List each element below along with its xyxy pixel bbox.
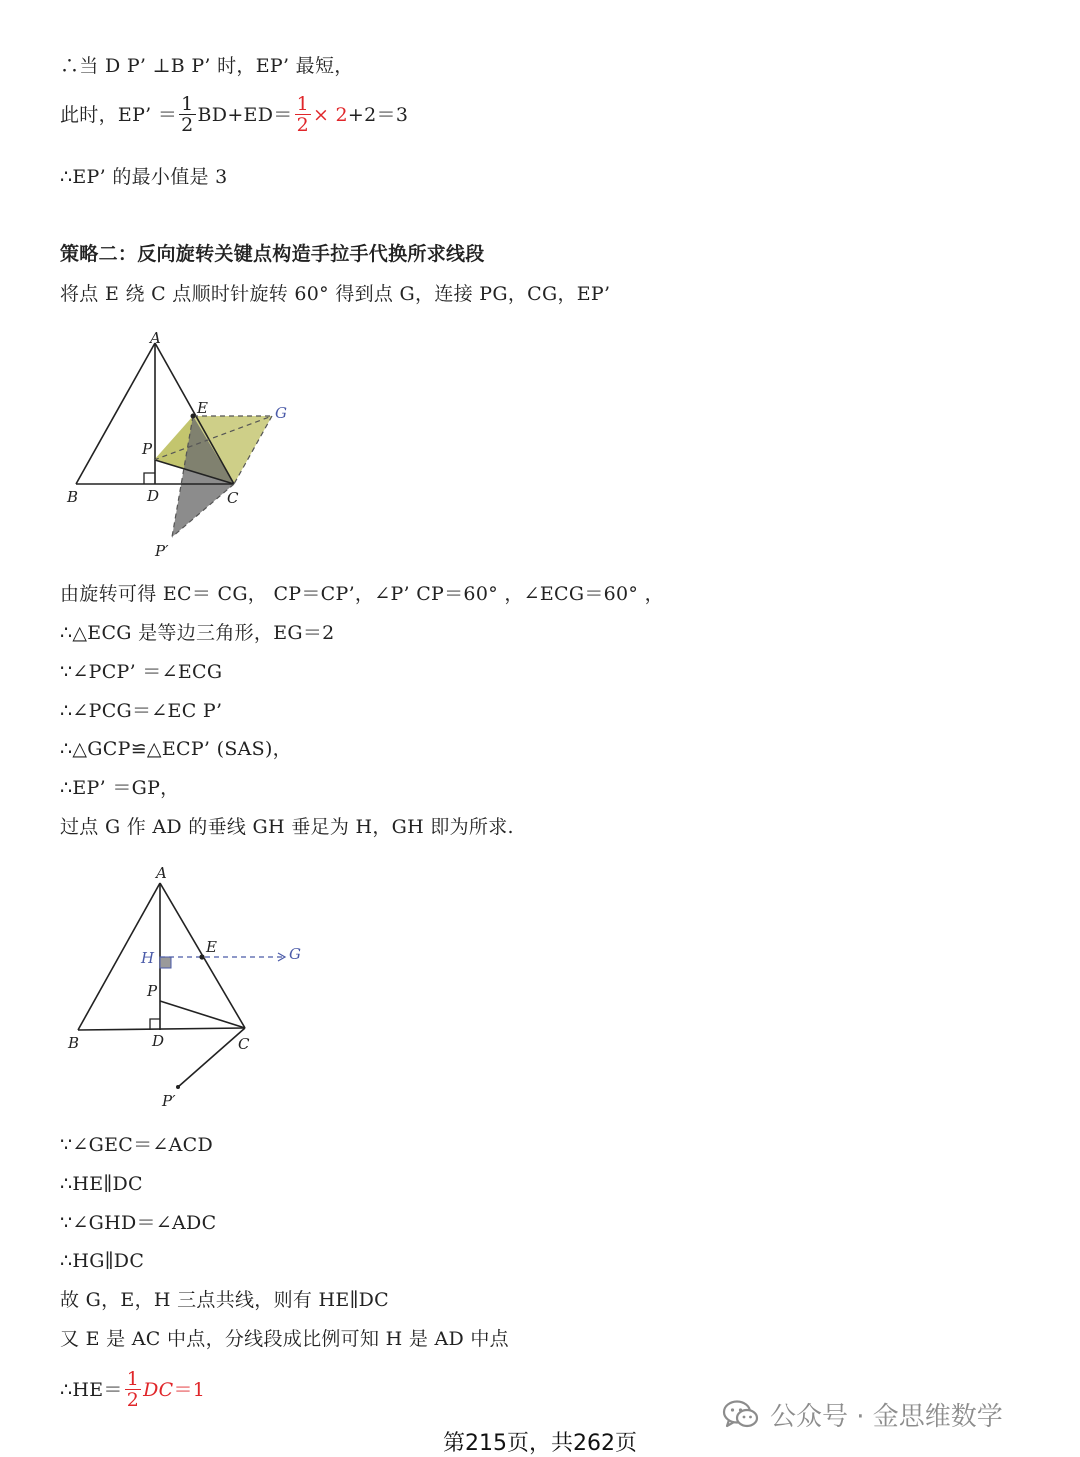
point-e [199, 954, 204, 959]
label-g: G [289, 945, 301, 963]
point-e [191, 414, 196, 419]
label-c: C [227, 489, 239, 507]
label-p: P [142, 440, 153, 458]
formula-text: +2＝3 [347, 103, 409, 126]
label-e: E [197, 399, 208, 417]
right-angle-mark-h [160, 957, 171, 968]
text-line: ∴HE∥DC [60, 1173, 143, 1195]
label-p-prime: P′ [162, 1092, 176, 1110]
formula-line [60, 94, 408, 135]
geometry-figure-1 [60, 328, 320, 563]
formula-line [60, 1369, 205, 1410]
fraction-red [295, 94, 311, 135]
formula-red-text: ＝1 [173, 1378, 206, 1401]
fraction-red [125, 1369, 141, 1410]
formula-text: BD+ED＝ [197, 103, 293, 126]
text-line: ∵∠GHD＝∠ADC [60, 1212, 217, 1234]
fraction [179, 94, 195, 135]
text-line: 故 G，E，H 三点共线，则有 HE∥DC [60, 1289, 390, 1311]
label-e: E [206, 938, 217, 956]
fraction-denominator: 2 [181, 114, 194, 136]
text-line: ∴EP’ 的最小值是 3 [60, 166, 228, 188]
segment-ab [76, 343, 155, 484]
text-line: ∵∠GEC＝∠ACD [60, 1134, 214, 1156]
label-b: B [67, 488, 79, 506]
label-a: A [150, 329, 161, 347]
label-d: D [147, 487, 160, 505]
right-angle-mark [144, 473, 155, 484]
text-line: 又 E 是 AC 中点，分线段成比例可知 H 是 AD 中点 [60, 1328, 509, 1350]
text-line: ∵∠PCP’ ＝∠ECG [60, 661, 223, 683]
fraction-denominator: 2 [296, 114, 309, 136]
label-d: D [152, 1032, 165, 1050]
fraction-numerator: 1 [296, 93, 309, 115]
text-line: ∴△GCP≌△ECP’ (SAS)， [60, 738, 292, 760]
label-h: H [141, 949, 155, 967]
geometry-figure-2 [60, 862, 320, 1114]
text-line: 将点 E 绕 C 点顺时针旋转 60° 得到点 G，连接 PG，CG，EP’ [60, 283, 611, 305]
formula-text: 此时，EP’ ＝ [60, 103, 178, 126]
text-line: 由旋转可得 EC＝ CG， CP＝CP’，∠P’ CP＝60° ，∠ECG＝60° ， [60, 583, 664, 605]
text-line: ∴∠PCG＝∠EC P’ [60, 700, 223, 722]
text-line: ∴当 D P’ ⊥B P’ 时，EP’ 最短， [60, 55, 354, 77]
watermark-text: 公众号 · 金思维数学 [770, 1402, 1003, 1432]
page-footer: 第215页，共262页 [443, 1431, 637, 1456]
formula-text: ∴HE＝ [60, 1378, 123, 1401]
label-b: B [68, 1034, 80, 1052]
text-line: 过点 G 作 AD 的垂线 GH 垂足为 H，GH 即为所求. [60, 816, 514, 838]
section-heading: 策略二：反向旋转关键点构造手拉手代换所求线段 [60, 243, 485, 265]
point-p-prime [176, 1085, 180, 1089]
label-c: C [238, 1035, 250, 1053]
segment-bc [78, 1028, 245, 1030]
text-line: ∴HG∥DC [60, 1250, 145, 1272]
fraction-numerator: 1 [126, 1368, 140, 1390]
label-p-prime: P′ [155, 542, 169, 560]
label-g: G [275, 404, 287, 422]
fraction-denominator: 2 [126, 1389, 140, 1411]
formula-red-text: × 2 [312, 103, 348, 126]
label-p: P [147, 982, 158, 1000]
label-a: A [156, 864, 167, 882]
text-line: ∴△ECG 是等边三角形，EG＝2 [60, 622, 335, 644]
segment-cp-prime [178, 1028, 245, 1087]
formula-red-dc: DC [143, 1378, 174, 1401]
text-line: ∴EP’ ＝GP， [60, 777, 180, 799]
fraction-numerator: 1 [181, 93, 194, 115]
